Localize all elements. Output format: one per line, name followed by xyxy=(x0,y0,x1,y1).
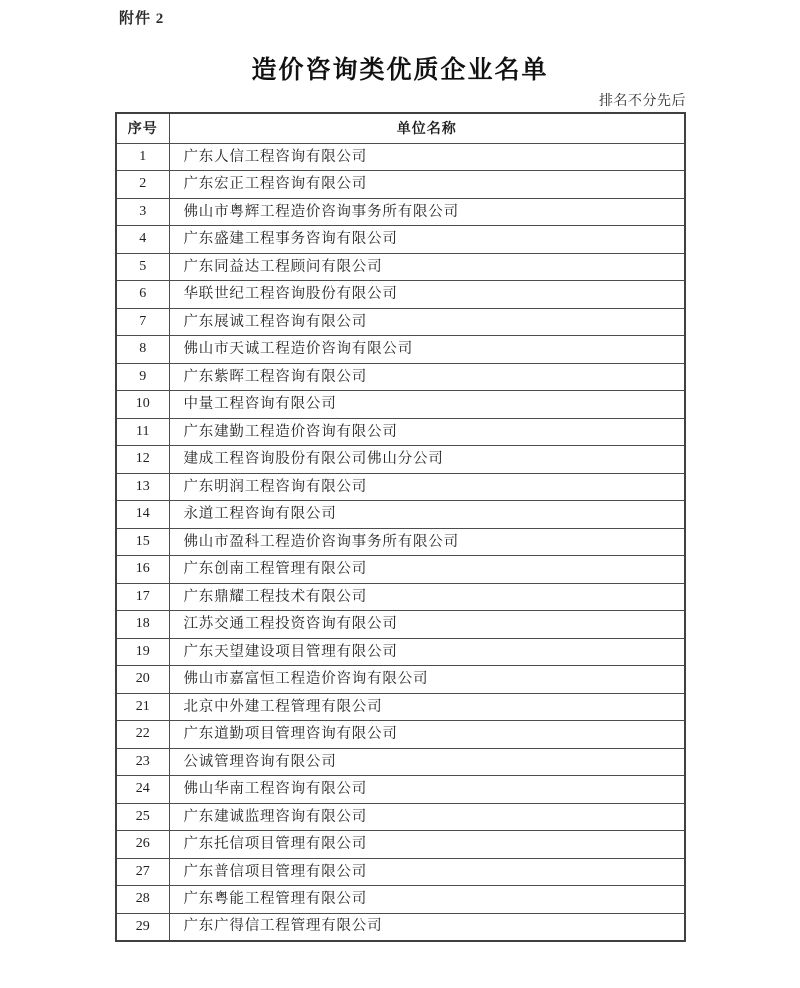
company-name: 佛山华南工程咨询有限公司 xyxy=(169,776,685,804)
table-row xyxy=(116,666,685,694)
table-row xyxy=(116,473,685,501)
company-name: 广东粤能工程管理有限公司 xyxy=(169,886,685,914)
row-index: 4 xyxy=(116,226,169,254)
table-row xyxy=(116,308,685,336)
row-index: 1 xyxy=(116,143,169,171)
table-row xyxy=(116,831,685,859)
table-row xyxy=(116,528,685,556)
row-index: 17 xyxy=(116,583,169,611)
company-name: 广东展诚工程咨询有限公司 xyxy=(169,308,685,336)
company-name: 广东普信项目管理有限公司 xyxy=(169,858,685,886)
company-name: 广东天望建设项目管理有限公司 xyxy=(169,638,685,666)
row-index: 3 xyxy=(116,198,169,226)
company-name: 广东人信工程咨询有限公司 xyxy=(169,143,685,171)
row-index: 9 xyxy=(116,363,169,391)
row-index: 15 xyxy=(116,528,169,556)
header-index: 序号 xyxy=(116,113,169,143)
row-index: 24 xyxy=(116,776,169,804)
table-header-row xyxy=(116,113,685,143)
row-index: 7 xyxy=(116,308,169,336)
row-index: 20 xyxy=(116,666,169,694)
table-header xyxy=(116,113,685,143)
row-index: 27 xyxy=(116,858,169,886)
table-row xyxy=(116,418,685,446)
company-name: 北京中外建工程管理有限公司 xyxy=(169,693,685,721)
row-index: 28 xyxy=(116,886,169,914)
row-index: 5 xyxy=(116,253,169,281)
row-index: 14 xyxy=(116,501,169,529)
attachment-label: 附件 2 xyxy=(119,11,165,27)
table-row xyxy=(116,913,685,941)
row-index: 16 xyxy=(116,556,169,584)
company-name: 广东建勤工程造价咨询有限公司 xyxy=(169,418,685,446)
table-row xyxy=(116,363,685,391)
row-index: 29 xyxy=(116,913,169,941)
company-name: 广东盛建工程事务咨询有限公司 xyxy=(169,226,685,254)
table-row xyxy=(116,336,685,364)
company-name: 建成工程咨询股份有限公司佛山分公司 xyxy=(169,446,685,474)
row-index: 18 xyxy=(116,611,169,639)
company-name: 广东道勤项目管理咨询有限公司 xyxy=(169,721,685,749)
ranking-note: 排名不分先后 xyxy=(599,94,686,109)
row-index: 23 xyxy=(116,748,169,776)
table-row xyxy=(116,446,685,474)
page-title: 造价咨询类优质企业名单 xyxy=(251,57,549,84)
company-name: 广东同益达工程顾问有限公司 xyxy=(169,253,685,281)
company-name: 广东建诚监理咨询有限公司 xyxy=(169,803,685,831)
company-name: 中量工程咨询有限公司 xyxy=(169,391,685,419)
company-name: 广东紫晖工程咨询有限公司 xyxy=(169,363,685,391)
row-index: 8 xyxy=(116,336,169,364)
company-name: 广东创南工程管理有限公司 xyxy=(169,556,685,584)
table-row xyxy=(116,171,685,199)
company-name: 江苏交通工程投资咨询有限公司 xyxy=(169,611,685,639)
table-row xyxy=(116,226,685,254)
company-name: 广东广得信工程管理有限公司 xyxy=(169,913,685,941)
row-index: 6 xyxy=(116,281,169,309)
table-row xyxy=(116,638,685,666)
company-name: 广东鼎耀工程技术有限公司 xyxy=(169,583,685,611)
table-row xyxy=(116,583,685,611)
row-index: 21 xyxy=(116,693,169,721)
company-name: 广东明润工程咨询有限公司 xyxy=(169,473,685,501)
company-table xyxy=(115,112,686,942)
row-index: 25 xyxy=(116,803,169,831)
table-row xyxy=(116,693,685,721)
table-row xyxy=(116,501,685,529)
table-row xyxy=(116,803,685,831)
row-index: 12 xyxy=(116,446,169,474)
table-row xyxy=(116,391,685,419)
header-name: 单位名称 xyxy=(169,113,685,143)
company-name: 佛山市嘉富恒工程造价咨询有限公司 xyxy=(169,666,685,694)
company-name: 广东托信项目管理有限公司 xyxy=(169,831,685,859)
table-body xyxy=(116,143,685,941)
row-index: 11 xyxy=(116,418,169,446)
company-name: 广东宏正工程咨询有限公司 xyxy=(169,171,685,199)
table-row xyxy=(116,748,685,776)
company-name: 佛山市粤辉工程造价咨询事务所有限公司 xyxy=(169,198,685,226)
table-row xyxy=(116,721,685,749)
table-row xyxy=(116,253,685,281)
table-row xyxy=(116,886,685,914)
row-index: 26 xyxy=(116,831,169,859)
company-name: 公诚管理咨询有限公司 xyxy=(169,748,685,776)
row-index: 13 xyxy=(116,473,169,501)
company-name: 佛山市天诚工程造价咨询有限公司 xyxy=(169,336,685,364)
table-row xyxy=(116,858,685,886)
table-row xyxy=(116,143,685,171)
table-row xyxy=(116,776,685,804)
company-name: 华联世纪工程咨询股份有限公司 xyxy=(169,281,685,309)
company-name: 永道工程咨询有限公司 xyxy=(169,501,685,529)
table-row xyxy=(116,611,685,639)
table-row xyxy=(116,281,685,309)
row-index: 2 xyxy=(116,171,169,199)
row-index: 22 xyxy=(116,721,169,749)
row-index: 19 xyxy=(116,638,169,666)
company-name: 佛山市盈科工程造价咨询事务所有限公司 xyxy=(169,528,685,556)
table-row xyxy=(116,198,685,226)
row-index: 10 xyxy=(116,391,169,419)
table-row xyxy=(116,556,685,584)
